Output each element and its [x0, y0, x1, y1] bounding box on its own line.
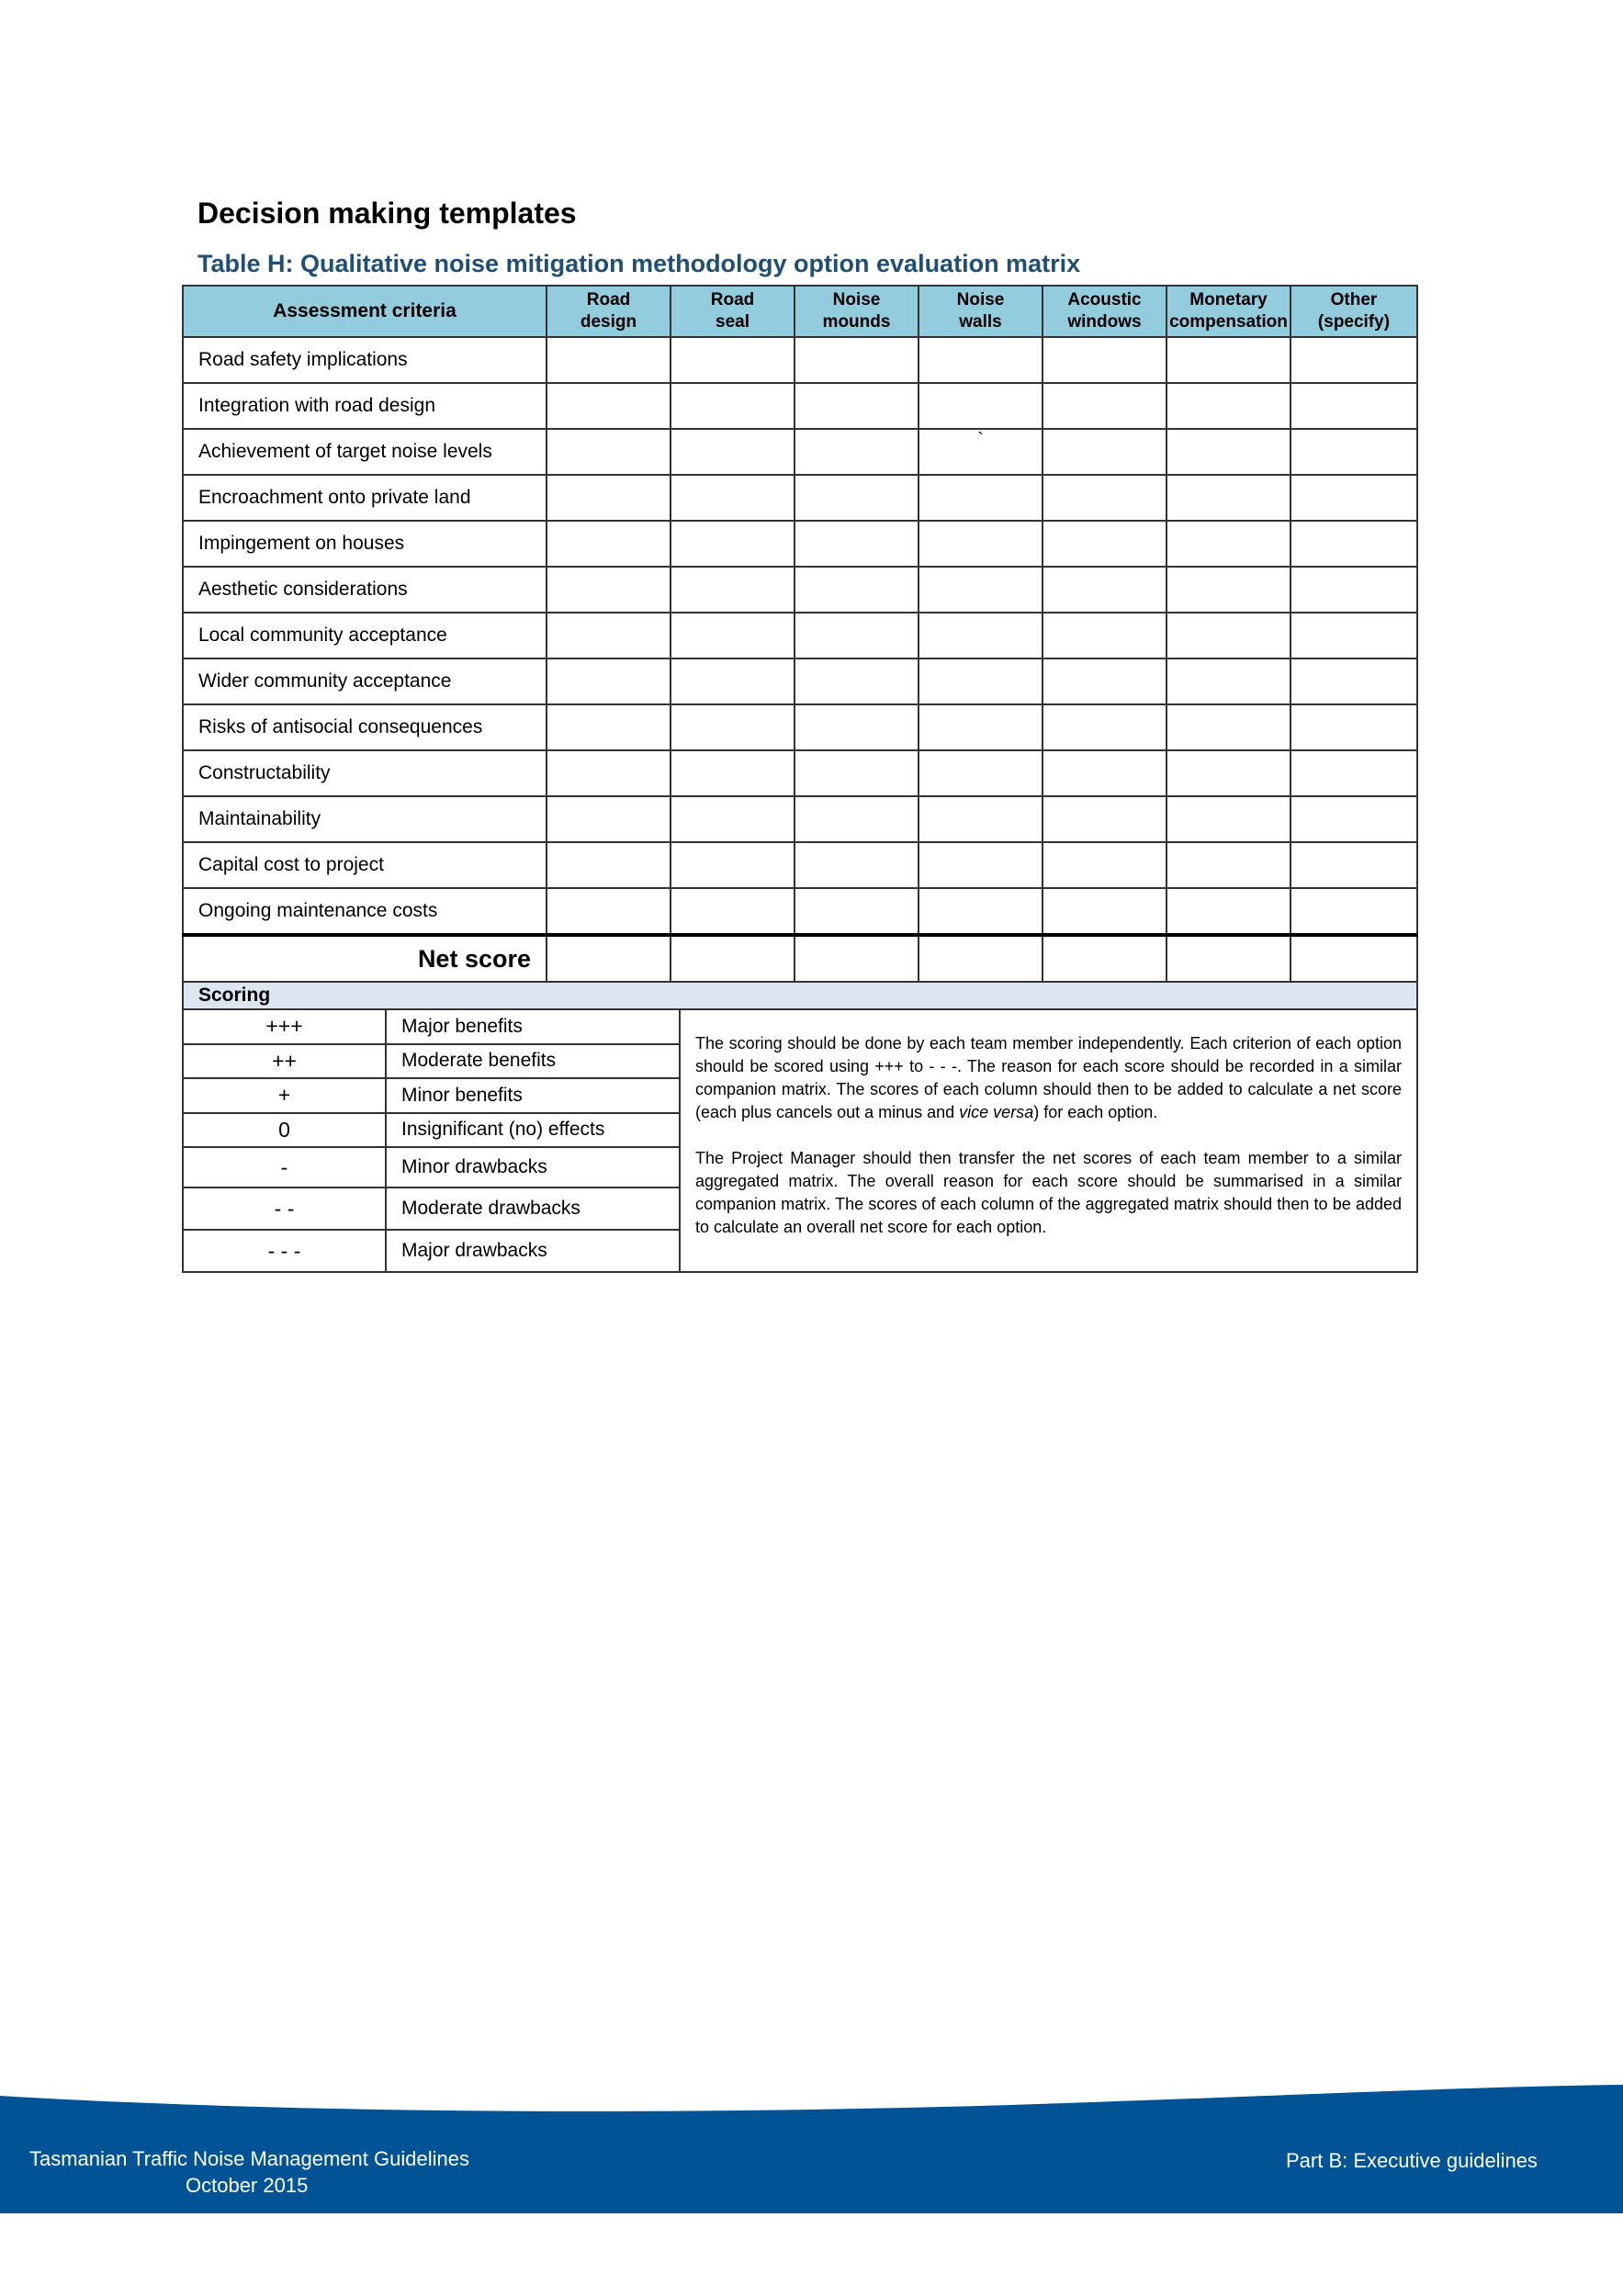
score-cell[interactable]	[795, 750, 919, 796]
score-cell[interactable]	[671, 429, 795, 475]
criterion-label: Maintainability	[183, 796, 547, 842]
footer-section-label: Part B: Executive guidelines	[1286, 2149, 1538, 2172]
score-cell[interactable]	[1167, 796, 1291, 842]
score-cell[interactable]	[1167, 658, 1291, 704]
criterion-label: Ongoing maintenance costs	[183, 888, 547, 935]
score-cell[interactable]	[1291, 658, 1417, 704]
criterion-label: Wider community acceptance	[183, 658, 547, 704]
score-cell[interactable]	[547, 567, 671, 613]
score-cell[interactable]	[1167, 613, 1291, 658]
stray-mark: `	[977, 430, 984, 450]
score-cell[interactable]	[547, 475, 671, 521]
score-cell[interactable]	[547, 750, 671, 796]
score-cell[interactable]	[919, 429, 1043, 475]
option-header: Noise mounds	[795, 286, 919, 337]
score-meaning: Major benefits	[386, 1009, 680, 1044]
criterion-label: Impingement on houses	[183, 521, 547, 567]
score-cell[interactable]	[919, 658, 1043, 704]
score-cell[interactable]	[1291, 842, 1417, 888]
score-cell[interactable]	[1043, 337, 1167, 383]
score-cell[interactable]	[671, 842, 795, 888]
score-cell[interactable]	[547, 888, 671, 935]
score-cell[interactable]	[547, 383, 671, 429]
score-cell[interactable]	[919, 704, 1043, 750]
option-header: Other (specify)	[1291, 286, 1417, 337]
score-cell[interactable]	[795, 842, 919, 888]
score-cell[interactable]	[919, 750, 1043, 796]
score-cell[interactable]	[1291, 383, 1417, 429]
score-cell[interactable]	[1291, 475, 1417, 521]
score-cell[interactable]	[1291, 613, 1417, 658]
score-cell[interactable]	[547, 842, 671, 888]
criteria-column-header: Assessment criteria	[183, 286, 547, 337]
score-cell[interactable]	[1291, 888, 1417, 935]
score-cell[interactable]	[1291, 567, 1417, 613]
score-cell[interactable]	[671, 613, 795, 658]
score-symbol: +++	[183, 1009, 386, 1044]
score-cell[interactable]	[1043, 383, 1167, 429]
table-title: Table H: Qualitative noise mitigation methodology option evaluation matrix	[197, 250, 1081, 277]
score-cell[interactable]	[1167, 521, 1291, 567]
score-cell[interactable]	[795, 658, 919, 704]
net-score-cell[interactable]	[1291, 935, 1417, 982]
score-cell[interactable]	[1167, 429, 1291, 475]
score-cell[interactable]	[547, 704, 671, 750]
score-symbol: - -	[183, 1187, 386, 1230]
net-score-cell[interactable]	[1167, 935, 1291, 982]
criterion-row	[183, 429, 1417, 475]
option-header: Road design	[547, 286, 671, 337]
score-cell[interactable]	[919, 521, 1043, 567]
score-cell[interactable]	[547, 658, 671, 704]
score-cell[interactable]	[671, 383, 795, 429]
score-cell[interactable]	[1043, 796, 1167, 842]
score-cell[interactable]	[795, 704, 919, 750]
option-header: Acoustic windows	[1043, 286, 1167, 337]
score-meaning: Moderate benefits	[386, 1044, 680, 1079]
footer-date: October 2015	[186, 2174, 309, 2197]
score-cell[interactable]	[1043, 888, 1167, 935]
score-cell[interactable]	[671, 567, 795, 613]
score-symbol: ++	[183, 1044, 386, 1079]
score-cell[interactable]	[919, 888, 1043, 935]
option-header: Noise walls	[919, 286, 1043, 337]
criterion-label: Integration with road design	[183, 383, 547, 429]
criterion-row	[183, 613, 1417, 658]
score-meaning: Minor benefits	[386, 1078, 680, 1113]
net-score-cell[interactable]	[547, 935, 671, 982]
criterion-label: Aesthetic considerations	[183, 567, 547, 613]
criterion-row	[183, 842, 1417, 888]
score-cell[interactable]	[547, 521, 671, 567]
criterion-label: Road safety implications	[183, 337, 547, 383]
criterion-row	[183, 337, 1417, 383]
score-cell[interactable]	[671, 475, 795, 521]
score-cell[interactable]	[1167, 337, 1291, 383]
score-cell[interactable]	[671, 337, 795, 383]
criterion-row	[183, 521, 1417, 567]
score-symbol: - - -	[183, 1230, 386, 1272]
score-cell[interactable]	[919, 796, 1043, 842]
score-cell[interactable]	[1167, 475, 1291, 521]
score-symbol: 0	[183, 1113, 386, 1148]
score-cell[interactable]	[547, 429, 671, 475]
score-meaning: Moderate drawbacks	[386, 1187, 680, 1230]
score-cell[interactable]	[671, 750, 795, 796]
score-cell[interactable]	[919, 337, 1043, 383]
score-symbol: -	[183, 1147, 386, 1187]
score-cell[interactable]	[1291, 337, 1417, 383]
criterion-label: Risks of antisocial consequences	[183, 704, 547, 750]
score-cell[interactable]	[1167, 750, 1291, 796]
score-cell[interactable]	[671, 658, 795, 704]
net-score-cell[interactable]	[795, 935, 919, 982]
criterion-label: Encroachment onto private land	[183, 475, 547, 521]
score-cell[interactable]	[919, 475, 1043, 521]
score-cell[interactable]	[919, 613, 1043, 658]
score-cell[interactable]	[671, 796, 795, 842]
net-score-label: Net score	[183, 935, 547, 982]
instructions-paragraph-2: The Project Manager should then transfer the net scores of each team member to a similar aggregated matrix. The overall reason for each score should be summarised in a similar companion matrix. The scores of each column of the aggregated matrix should then to be added to calculate an overall net score for each option.	[695, 1149, 1402, 1236]
net-score-cell[interactable]	[671, 935, 795, 982]
score-meaning: Major drawbacks	[386, 1230, 680, 1272]
criterion-row	[183, 704, 1417, 750]
score-cell[interactable]	[795, 613, 919, 658]
criterion-label: Constructability	[183, 750, 547, 796]
score-cell[interactable]	[1043, 521, 1167, 567]
score-cell[interactable]	[547, 337, 671, 383]
criterion-label: Achievement of target noise levels	[183, 429, 547, 475]
criterion-row	[183, 475, 1417, 521]
score-cell[interactable]	[1167, 842, 1291, 888]
score-cell[interactable]	[1043, 704, 1167, 750]
score-cell[interactable]	[795, 429, 919, 475]
score-meaning: Minor drawbacks	[386, 1147, 680, 1187]
criterion-row	[183, 383, 1417, 429]
score-cell[interactable]	[1043, 658, 1167, 704]
matrix-header-row	[183, 286, 1417, 337]
score-cell[interactable]	[1043, 429, 1167, 475]
score-cell[interactable]	[1043, 613, 1167, 658]
criterion-row	[183, 658, 1417, 704]
score-cell[interactable]	[795, 383, 919, 429]
score-cell[interactable]	[671, 888, 795, 935]
score-cell[interactable]	[795, 337, 919, 383]
score-cell[interactable]	[1291, 704, 1417, 750]
score-cell[interactable]	[795, 796, 919, 842]
option-header: Monetary compensation	[1167, 286, 1291, 337]
criterion-row	[183, 796, 1417, 842]
criterion-label: Capital cost to project	[183, 842, 547, 888]
score-cell[interactable]	[795, 475, 919, 521]
score-cell[interactable]	[1167, 383, 1291, 429]
option-header: Road seal	[671, 286, 795, 337]
score-cell[interactable]	[795, 888, 919, 935]
instructions-paragraph-1: The scoring should be done by each team member independently. Each criterion of each option should be scored using +++ to - - -. The reason for each score should be recorded in a similar companion matrix. The scores of each column should then to be added to calculate a net score (each plus cancels out a minus and vice versa) for each option.	[695, 1034, 1402, 1121]
score-cell[interactable]	[1167, 888, 1291, 935]
page-title: Decision making templates	[197, 197, 577, 230]
scoring-legend	[182, 981, 1418, 1273]
scoring-instructions	[680, 1009, 1417, 1272]
criterion-row	[183, 567, 1417, 613]
score-cell[interactable]	[795, 567, 919, 613]
footer-document-title: Tasmanian Traffic Noise Management Guidelines	[29, 2147, 469, 2170]
score-cell[interactable]	[1291, 429, 1417, 475]
score-cell[interactable]	[671, 521, 795, 567]
score-meaning: Insignificant (no) effects	[386, 1113, 680, 1148]
net-score-row	[183, 935, 1417, 982]
score-cell[interactable]	[1167, 567, 1291, 613]
score-symbol: +	[183, 1078, 386, 1113]
score-cell[interactable]	[547, 796, 671, 842]
score-cell[interactable]	[1291, 796, 1417, 842]
score-cell[interactable]	[1043, 750, 1167, 796]
score-cell[interactable]	[671, 704, 795, 750]
score-cell[interactable]	[1167, 704, 1291, 750]
score-cell[interactable]	[919, 567, 1043, 613]
score-cell[interactable]	[1043, 475, 1167, 521]
score-cell[interactable]	[1291, 750, 1417, 796]
net-score-cell[interactable]	[1043, 935, 1167, 982]
footer-document-info	[29, 2145, 469, 2199]
criterion-label: Local community acceptance	[183, 613, 547, 658]
score-cell[interactable]	[1291, 521, 1417, 567]
score-cell[interactable]	[919, 842, 1043, 888]
score-cell[interactable]	[919, 383, 1043, 429]
net-score-cell[interactable]	[919, 935, 1043, 982]
score-cell[interactable]	[1043, 567, 1167, 613]
score-cell[interactable]	[547, 613, 671, 658]
evaluation-matrix	[182, 285, 1418, 983]
criterion-row	[183, 750, 1417, 796]
score-cell[interactable]	[795, 521, 919, 567]
score-cell[interactable]	[1043, 842, 1167, 888]
scoring-heading: Scoring	[183, 982, 1417, 1009]
criterion-row	[183, 888, 1417, 935]
